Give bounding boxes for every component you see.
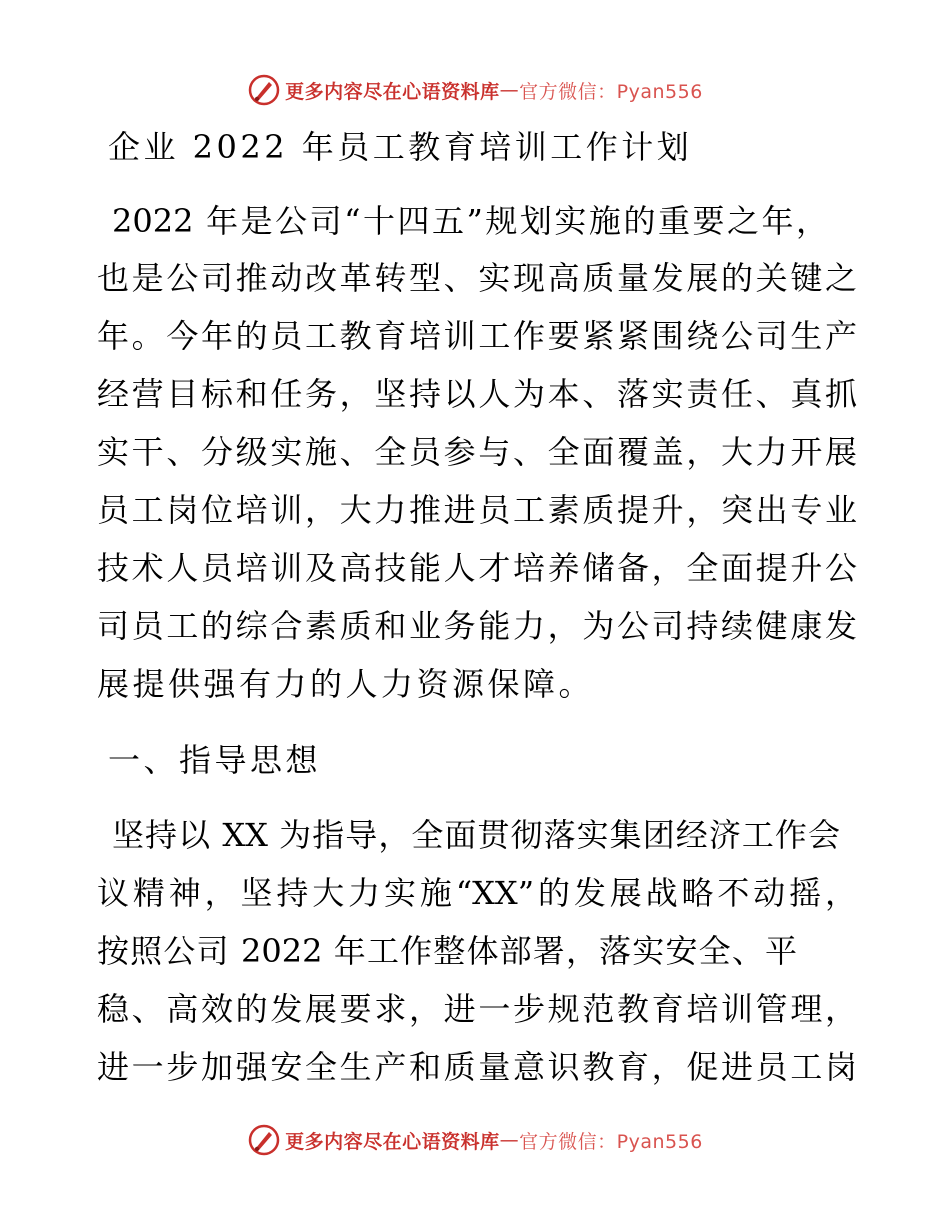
watermark-lead-text: 更多内容尽在心语资料库 (285, 80, 500, 103)
intro-line-7: 技术人员培训及高技能人才培养储备，全面提升公 (97, 549, 857, 587)
intro-line-1: 2022 年是公司“十四五”规划实施的重要之年， (112, 202, 828, 240)
intro-line-6: 员工岗位培训，大力推进员工素质提升，突出专业 (97, 491, 857, 529)
watermark-dash: — (499, 1129, 520, 1151)
section1-line-5: 进一步加强安全生产和质量意识教育，促进员工岗 (97, 1048, 857, 1086)
section1-line-1: 坚持以 XX 为指导，全面贯彻落实集团经济工作会 (112, 816, 840, 854)
intro-line-3: 年。今年的员工教育培训工作要紧紧围绕公司生产 (97, 317, 857, 355)
brand-logo-icon (247, 1123, 281, 1157)
intro-line-5: 实干、分级实施、全员参与、全面覆盖，大力开展 (97, 433, 857, 471)
intro-line-4: 经营目标和任务，坚持以人为本、落实责任、真抓 (97, 375, 857, 413)
section1-line-3: 按照公司 2022 年工作整体部署，落实安全、平 (97, 932, 797, 970)
watermark-contact-text: 官方微信：Pyan556 (519, 80, 703, 103)
watermark-header (0, 70, 950, 110)
brand-logo-icon (247, 73, 281, 107)
watermark-contact-text: 官方微信：Pyan556 (519, 1130, 703, 1153)
section-heading-guiding-ideology: 一、指导思想 (108, 741, 322, 779)
intro-line-2: 也是公司推动改革转型、实现高质量发展的关键之 (97, 259, 857, 297)
section1-line-2: 议精神，坚持大力实施“XX”的发展战略不动摇， (97, 874, 857, 912)
watermark-footer (0, 1120, 950, 1160)
watermark-lead-text: 更多内容尽在心语资料库 (285, 1130, 500, 1153)
document-title: 企业 2022 年员工教育培训工作计划 (108, 128, 693, 166)
intro-line-8: 司员工的综合素质和业务能力，为公司持续健康发 (97, 607, 857, 645)
section1-line-4: 稳、高效的发展要求，进一步规范教育培训管理， (97, 990, 857, 1028)
intro-line-9: 展提供强有力的人力资源保障。 (97, 665, 595, 703)
watermark-dash: — (499, 79, 520, 101)
